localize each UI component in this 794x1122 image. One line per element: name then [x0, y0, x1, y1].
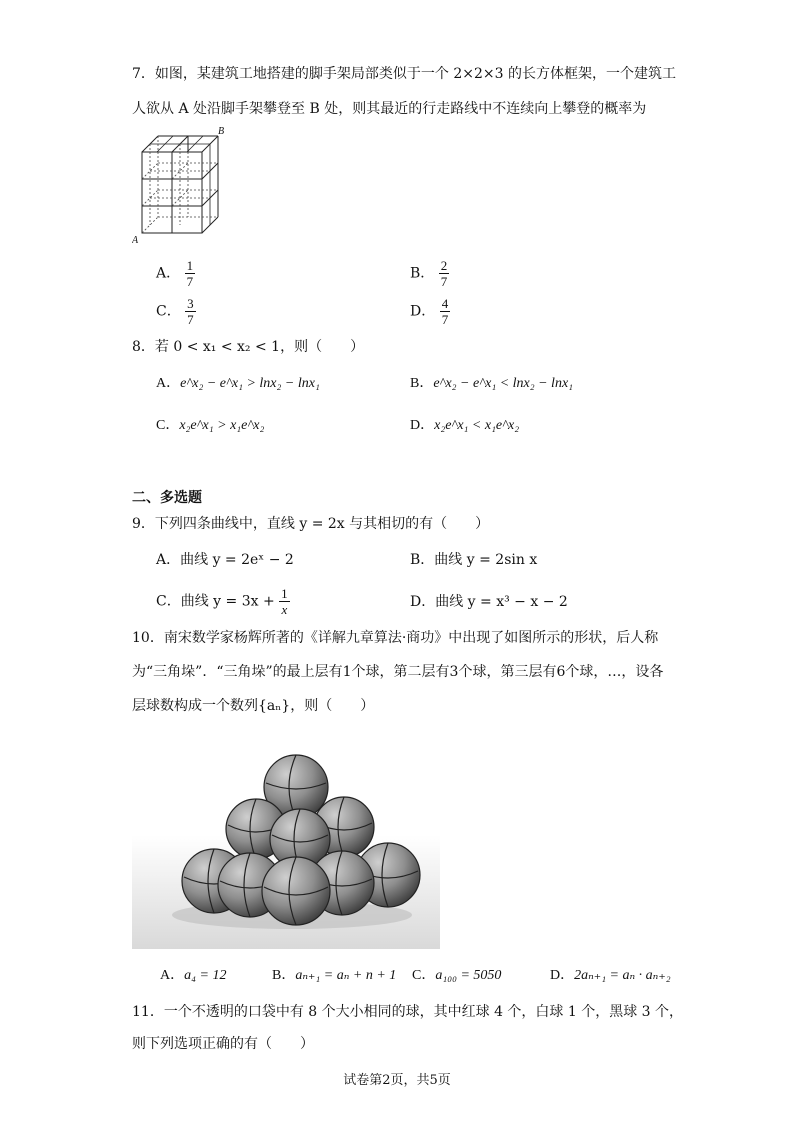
q10-line1: 10．南宋数学家杨辉所著的《详解九章算法·商功》中出现了如图所示的形状，后人称 [132, 630, 659, 646]
q8-option-d[interactable]: D．x₂e^x₁ < x₁e^x₂ [410, 418, 520, 433]
fraction: $\frac{2}{7}$ [440, 258, 448, 289]
q9-stem: 9．下列四条曲线中，直线 y = 2x 与其相切的有（ ） [132, 516, 490, 532]
q9-option-c[interactable]: C．曲线 y = 3x + $\frac{1}{x}$ [156, 586, 288, 617]
q10-option-d[interactable]: D．2aₙ₊₁ = aₙ · aₙ₊₂ [550, 968, 671, 983]
q9-option-b[interactable]: B．曲线 y = 2sin x [410, 552, 538, 568]
option-letter: D． [410, 303, 436, 320]
option-letter: A． [156, 265, 181, 282]
q8-option-c[interactable]: C．x₂e^x₁ > x₁e^x₂ [156, 418, 265, 433]
q7-line1: 7．如图，某建筑工地搭建的脚手架局部类似于一个 2×2×3 的长方体框架，一个建筑工 [132, 66, 676, 82]
option-letter: B． [410, 265, 435, 282]
ball-pyramid-image [132, 735, 440, 949]
section-heading: 二、多选题 [132, 490, 202, 506]
option-letter: C． [156, 303, 181, 320]
point-b-label: B [218, 126, 225, 137]
q9-option-a[interactable]: A．曲线 y = 2eˣ − 2 [156, 552, 294, 568]
fraction: $\frac{1}{x}$ [281, 586, 288, 617]
q10-option-c[interactable]: C．a₁₀₀ = 5050 [412, 968, 502, 983]
q7-option-a[interactable] [156, 258, 195, 289]
q7-line2: 人欲从 A 处沿脚手架攀登至 B 处，则其最近的行走路线中不连续向上攀登的概率为 [132, 101, 647, 117]
q7-option-c[interactable] [156, 296, 196, 327]
q8-option-a[interactable]: A．e^x₂ − e^x₁ > lnx₂ − lnx₁ [156, 376, 320, 391]
q11-line2: 则下列选项正确的有（ ） [132, 1036, 314, 1052]
basketball [262, 857, 330, 925]
fraction: $\frac{4}{7}$ [441, 296, 449, 327]
q8-option-b[interactable]: B．e^x₂ − e^x₁ < lnx₂ − lnx₁ [410, 376, 574, 391]
q8-stem: 8．若 0 < x₁ < x₂ < 1，则（ ） [132, 339, 365, 355]
q9-option-d[interactable]: D．曲线 y = x³ − x − 2 [410, 594, 568, 610]
fraction: $\frac{3}{7}$ [187, 296, 194, 327]
point-a-label: A [132, 235, 139, 244]
q10-option-b[interactable]: B．aₙ₊₁ = aₙ + n + 1 [272, 968, 397, 983]
q10-line3: 层球数构成一个数列{aₙ}，则（ ） [132, 698, 375, 714]
scaffold-figure [132, 126, 228, 244]
q10-line2: 为“三角垛”．“三角垛”的最上层有1个球，第二层有3个球，第三层有6个球，…，设各 [132, 664, 664, 680]
fraction: $\frac{1}{7}$ [186, 258, 194, 289]
q11-line1: 11．一个不透明的口袋中有 8 个大小相同的球，其中红球 4 个，白球 1 个，黑球 3 个， [132, 1004, 684, 1020]
q10-option-a[interactable]: A．a₄ = 12 [160, 968, 227, 983]
q7-option-b[interactable] [410, 258, 449, 289]
q7-option-d[interactable] [410, 296, 450, 327]
page-footer: 试卷第2页，共5页 [343, 1073, 451, 1088]
